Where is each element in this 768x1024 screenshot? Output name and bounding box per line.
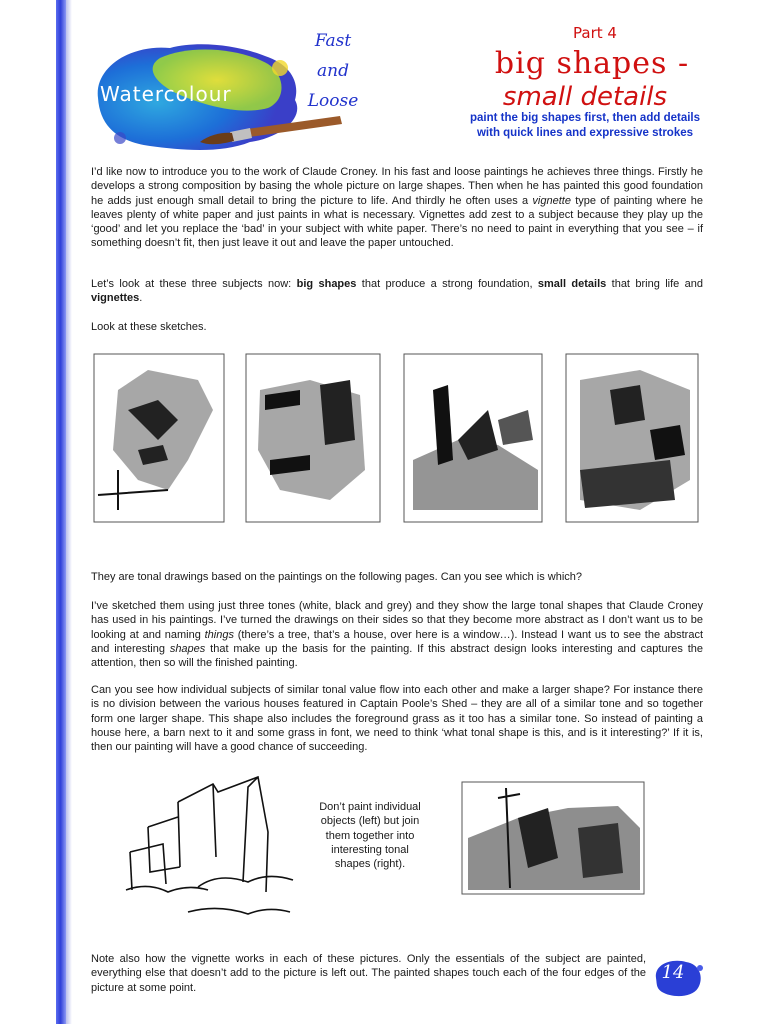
small-details-bold: small details: [537, 278, 607, 290]
subtitle-line-1: paint the big shapes first, then add details: [469, 112, 701, 124]
left-border-shadow: [66, 0, 72, 1024]
sketch-1-drawing: [88, 350, 230, 528]
subjects-text-c: that produce a strong foundation,: [356, 278, 538, 290]
sketch-2: [240, 350, 386, 528]
sketched-paragraph: [91, 599, 703, 670]
note-paragraph: Note also how the vignette works in each of these pictures. Only the essentials of the subject are painted, everything else that doesn’t add to the picture is left out. The painted shapes touch each of the four edges of the picture at some point.: [91, 953, 646, 994]
logo-wordmark: Watercolour: [100, 82, 232, 106]
sketch-3-drawing: [398, 350, 548, 528]
title-big-shapes: big shapes -: [494, 46, 690, 81]
look-paragraph: Look at these sketches.: [91, 321, 207, 333]
things-italic: things: [204, 628, 234, 641]
intro-vignette-word: vignette: [532, 194, 571, 207]
subjects-text-g: .: [139, 292, 143, 305]
figure-caption: Don’t paint individual objects (left) but join them together into interesting tonal shapes (right).: [319, 801, 421, 871]
sketch-1: [88, 350, 230, 528]
page-number: 14: [661, 962, 685, 983]
intro-text: I’d like now to introduce you to the work of Claude Croney. In his fast and loose paintings he achieves three things. Firstly he develops a strong composition by basing the whole picture on large shapes. Then when he has painted this good foundation he adds just enough small detail to bring the picture to life. And thirdly he often uses a: [91, 166, 703, 207]
sketched-text-e: that make up the basis for the painting. If this abstract design looks interesting and captures the attention, then so will the finished painting.: [91, 642, 703, 670]
subjects-paragraph: [91, 277, 703, 306]
loose-word: Loose: [307, 91, 359, 111]
part-label: Part 4: [573, 24, 617, 42]
big-shapes-bold: big shapes: [296, 278, 357, 290]
shapes-italic: shapes: [169, 642, 206, 655]
title-small-details: small details: [502, 82, 668, 112]
vignettes-bold: vignettes: [91, 292, 140, 305]
sketch-4: [560, 350, 704, 528]
line-drawing-houses: [118, 772, 308, 922]
sketch-3: [398, 350, 548, 528]
tonal-paragraph: They are tonal drawings based on the paintings on the following pages. Can you see which is which?: [91, 571, 583, 583]
and-word: and: [317, 61, 349, 81]
fast-word: Fast: [314, 31, 352, 51]
left-border-bar: [56, 0, 66, 1024]
subtitle-line-2: with quick lines and expressive strokes: [476, 127, 694, 139]
tonal-sketch-right: [458, 778, 648, 898]
sketched-text-a: I’ve sketched them using just three tones (white, black and grey) and they show the large tonal shapes that Claude Croney has used in his paintings. I’ve turned the drawings on their sides so that they become more abstract as I don’t want us to be looking at and naming: [91, 600, 703, 641]
sketch-4-drawing: [560, 350, 704, 528]
intro-paragraph: [91, 165, 703, 251]
flow-paragraph: Can you see how individual subjects of similar tonal value flow into each other and make a larger shape? For instance there is no division between the various houses featured in Captain Poole’s Shed – they are all of a similar tone and so together form one larger shape. This shape also includes the foreground grass as it too has a similar tone. So instead of painting a house here, a barn next to it and some grass in font, we need to think ‘what tonal shape is this, and is it interesting?’ If it is, then our painting will have a good chance of succeeding.: [91, 684, 703, 754]
subjects-text-e: that bring life and: [606, 278, 703, 290]
subtitle: [440, 111, 730, 141]
intro-text-end: type of painting where he leaves plenty of white paper and just paints in what is necessary. Vignettes add zest to a subject because they play up the ‘good’ and let you replace the ‘bad’ in your subject with white paper. There’s no need to paint in everything that you see – if something doesn’t fit, then just leave it out and leave the paper untouched.: [91, 194, 703, 250]
fast-and-loose-title: [298, 26, 368, 116]
sketch-2-drawing: [240, 350, 386, 528]
subjects-text-a: Let’s look at these three subjects now:: [91, 278, 297, 290]
sketched-text-c: (there’s a tree, that’s a house, over here is a window…). Instead I want us to see the abstract and interesting: [91, 628, 704, 655]
